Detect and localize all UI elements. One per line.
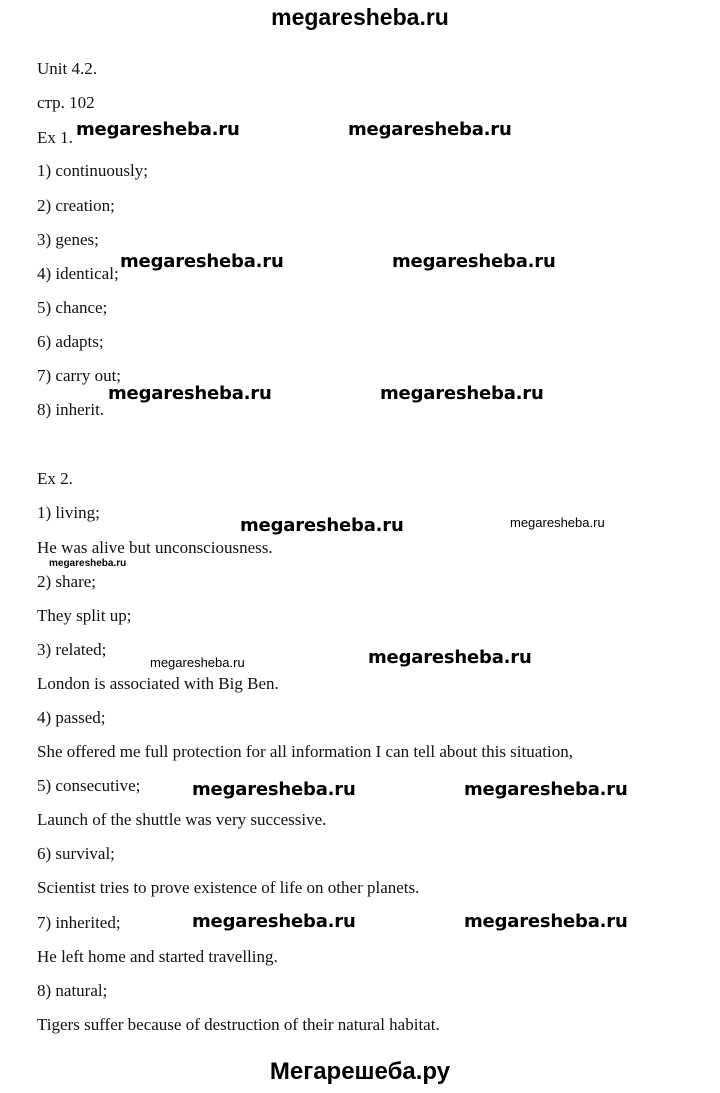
watermark: megaresheba.ru xyxy=(76,119,240,140)
unit-title: Unit 4.2. xyxy=(37,59,97,78)
watermark: megaresheba.ru xyxy=(192,911,356,932)
ex2-line: 7) inherited; xyxy=(37,913,121,932)
ex2-line: Scientist tries to prove existence of life on other planets. xyxy=(37,878,420,897)
site-header: megaresheba.ru xyxy=(271,4,449,30)
ex2-line: 6) survival; xyxy=(37,844,115,863)
ex1-item: 8) inherit. xyxy=(37,400,105,419)
ex2-title: Ex 2. xyxy=(37,469,73,488)
watermark: megaresheba.ru xyxy=(510,515,605,530)
watermark: megaresheba.ru xyxy=(392,251,556,272)
ex1-item: 6) adapts; xyxy=(37,332,104,351)
ex2-line: 3) related; xyxy=(37,640,107,659)
watermark: megaresheba.ru xyxy=(464,911,628,932)
ex2-line: 8) natural; xyxy=(37,981,108,1000)
watermark: megaresheba.ru xyxy=(348,119,512,140)
watermark: megaresheba.ru xyxy=(150,655,245,670)
ex1-item: 4) identical; xyxy=(37,264,119,283)
watermark: megaresheba.ru xyxy=(192,779,356,800)
ex1-item: 1) continuously; xyxy=(37,161,148,180)
watermark: megaresheba.ru xyxy=(464,779,628,800)
ex2-line: Launch of the shuttle was very successive. xyxy=(37,810,327,829)
ex2-line: He was alive but unconsciousness. xyxy=(37,538,273,557)
watermark: megaresheba.ru xyxy=(240,515,404,536)
watermark: megaresheba.ru xyxy=(380,383,544,404)
watermark: megaresheba.ru xyxy=(120,251,284,272)
ex2-line: They split up; xyxy=(37,606,132,625)
ex2-line: She offered me full protection for all information I can tell about this situation, xyxy=(37,742,573,761)
ex2-line: 1) living; xyxy=(37,503,100,522)
watermark: megaresheba.ru xyxy=(368,647,532,668)
watermark: megaresheba.ru xyxy=(49,558,127,569)
ex2-line: Tigers suffer because of destruction of their natural habitat. xyxy=(37,1015,440,1034)
ex1-item: 7) carry out; xyxy=(37,366,122,385)
ex2-line: London is associated with Big Ben. xyxy=(37,674,279,693)
ex2-line: He left home and started travelling. xyxy=(37,947,278,966)
site-footer: Мегарешеба.ру xyxy=(269,1058,451,1085)
ex1-item: 2) creation; xyxy=(37,196,115,215)
ex1-item: 3) genes; xyxy=(37,230,99,249)
ex1-title: Ex 1. xyxy=(37,128,73,147)
watermark: megaresheba.ru xyxy=(108,383,272,404)
page-number: стр. 102 xyxy=(37,93,95,112)
ex1-item: 5) chance; xyxy=(37,298,108,317)
ex2-line: 5) consecutive; xyxy=(37,776,141,795)
ex2-line: 4) passed; xyxy=(37,708,106,727)
ex2-line: 2) share; xyxy=(37,572,97,591)
